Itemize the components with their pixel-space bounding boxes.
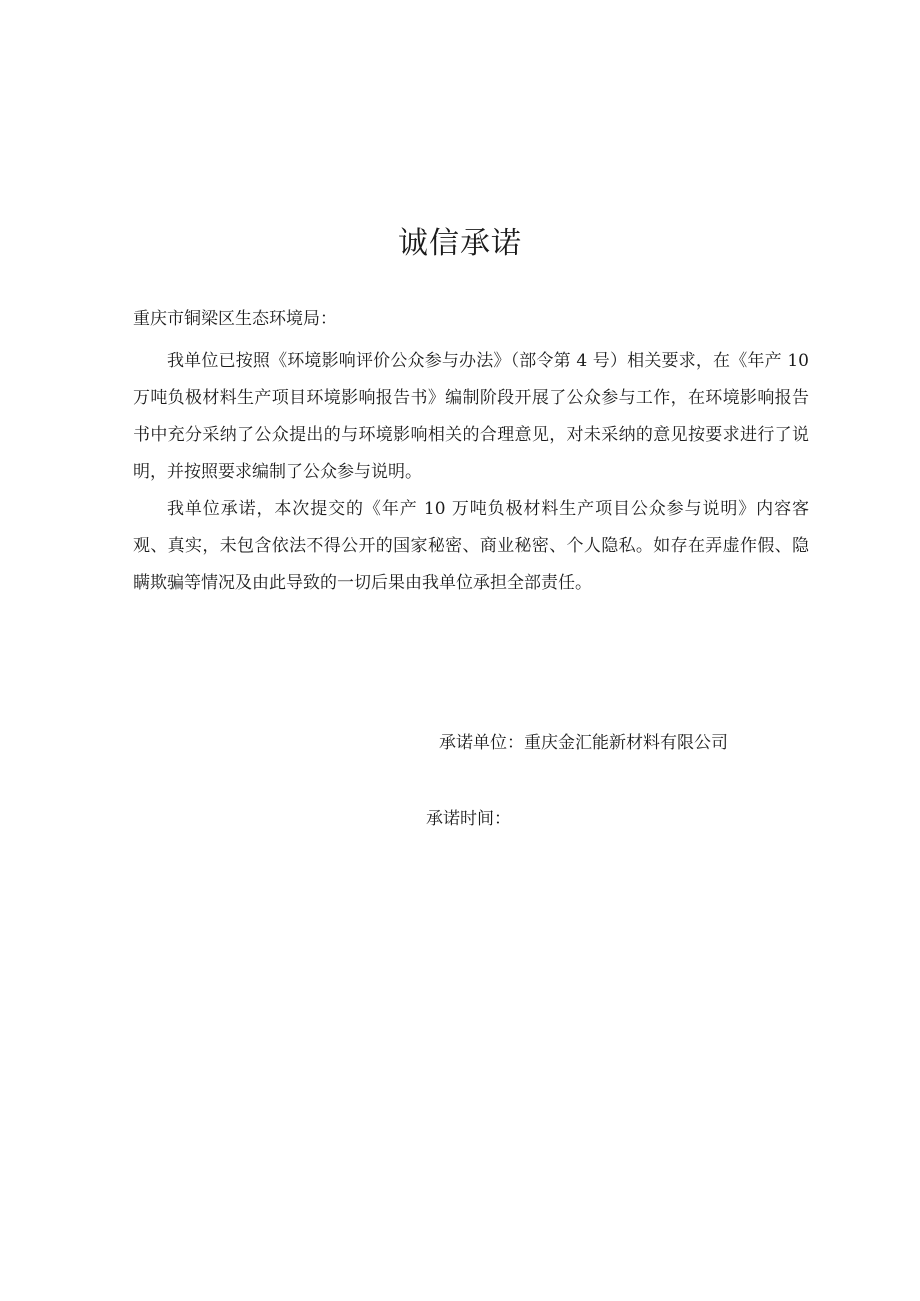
paragraph-1: 我单位已按照《环境影响评价公众参与办法》（部令第 4 号）相关要求，在《年产 10 万吨负极材料生产项目环境影响报告书》编制阶段开展了公众参与工作，在环境影响报告书中充分采纳了公众提出的与环境影响相关的合理意见，对未采纳的意见按要求进行了说明，并按照要求编制了公众参与说明。 (133, 351, 809, 482)
paragraph-2: 我单位承诺，本次提交的《年产 10 万吨负极材料生产项目公众参与说明》内容客观、真实，未包含依法不得公开的国家秘密、商业秘密、个人隐私。如存在弄虚作假、隐瞒欺骗等情况及由此导致的一切后果由我单位承担全部责任。 (133, 499, 809, 593)
document-title: 诚信承诺 (398, 226, 522, 261)
date-label: 承诺时间： (426, 809, 511, 829)
addressee: 重庆市铜梁区生态环境局： (133, 309, 337, 329)
signature-line: 承诺单位：重庆金汇能新材料有限公司 (439, 733, 728, 753)
